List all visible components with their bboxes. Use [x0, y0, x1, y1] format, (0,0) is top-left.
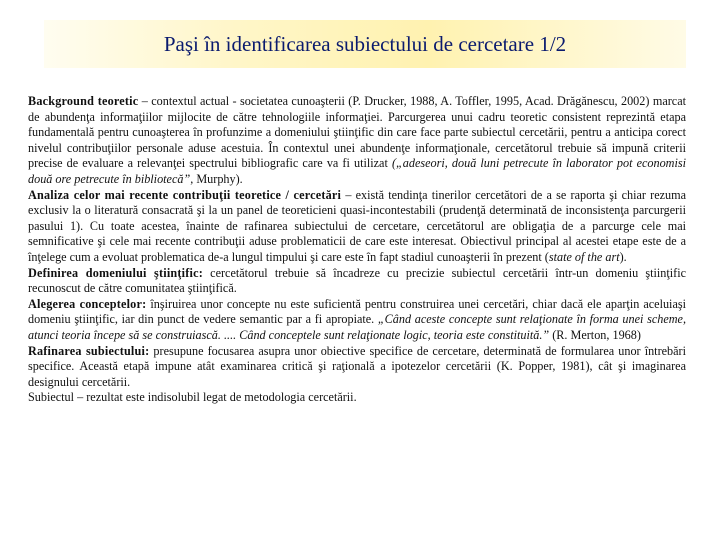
paragraph-analysis — [28, 188, 686, 266]
paragraph-body: cercetătorul trebuie să încadreze cu precizie subiectul cercetării într-un domeniu ştiinţific recunoscut de către comunitatea ştiinţifică. — [28, 265, 687, 296]
paragraph-tail: ). — [619, 249, 627, 264]
paragraph-domain — [28, 266, 686, 297]
paragraph-body: – există tendinţa tinerilor cercetători de a se raporta şi chiar rezuma exclusiv la o literatură consacrată şi la un panel de teoreticieni quasi-incontestabili (prudenţă determinată de inconsistenţa parcurgerii pasului 1). Cu toate acestea, înainte de rafinarea subiectului de cercetare, cercetătorul are obligaţia de a parcurge cele mai semnificative şi cele mai recente contribuţii aduse problematicii de care este interesat. Obiectivul principal al acestei etape este de a înţelege cum a evoluat problematica de-a lungul timpului şi care este în fapt stadiul cunoaşterii în prezent ( — [28, 187, 687, 264]
slide-body — [28, 94, 686, 406]
paragraph-body: înşiruirea unor concepte nu este suficientă pentru construirea unei cercetări, chiar dacă ele aparţin aceluiaşi domeniu ştiinţific, iar din punct de vedere semantic par a fi apropiate. — [28, 296, 686, 327]
paragraph-concepts — [28, 297, 686, 344]
paragraph-refinement — [28, 344, 686, 391]
paragraph-body: presupune focusarea asupra unor obiective specifice de cercetare, determinată de formularea unor întrebări specifice. Această etapă impune atât examinarea critică şi raţională a ipotezelor cercetării (K. Popper, 1981), cât şi imaginarea designului cercetării. — [28, 343, 686, 389]
paragraph-quote: „Când aceste concepte sunt relaţionate în forma unei scheme, atunci teoria începe să se construiască. .... Când conceptele sunt relaţionate logic, teoria este constituită.” — [28, 312, 686, 342]
paragraph-conclusion — [28, 390, 686, 406]
paragraph-quote: („adeseori, două luni petrecute în laborator pot economisi două ore petrecute în bibliotecă” — [28, 156, 686, 186]
paragraph-heading: Analiza celor mai recente contribuţii teoretice / cercetări — [28, 187, 342, 202]
title-band — [44, 20, 686, 68]
paragraph-heading: Alegerea conceptelor: — [28, 296, 147, 311]
paragraph-body: Subiectul – rezultat este indisolubil legat de metodologia cercetării. — [28, 390, 357, 405]
paragraph-heading: Rafinarea subiectului: — [28, 343, 150, 358]
paragraph-quote: state of the art — [548, 249, 620, 264]
paragraph-heading: Definirea domeniului ştiinţific: — [28, 265, 203, 280]
paragraph-body: – contextul actual - societatea cunoaşterii (P. Drucker, 1988, A. Toffler, 1995, Acad. Drăgănescu, 2002) marcat de abundenţa informaţiilor mijlocite de către tehnologiile informaţiei. Parcurgerea unui cadru teoretic consistent reprezintă etapa fundamentală pentru cunoaşterea în profunzime a domeniului ştiinţific din care face parte subiectul cercetării, pentru a anticipa corect nivelul contribuţiilor personale aduse acestuia. În contextul unei abundenţe informaţionale, cercetătorul trebuie să impună criterii precise de evaluare a relevanţei spectrului bibliografic care va fi utilizat — [28, 94, 686, 171]
slide-title: Paşi în identificarea subiectului de cercetare 1/2 — [163, 31, 567, 56]
paragraph-background — [28, 94, 686, 188]
paragraph-tail: (R. Merton, 1968) — [549, 327, 641, 342]
paragraph-heading: Background teoretic — [28, 94, 139, 108]
paragraph-tail: , Murphy). — [190, 171, 243, 186]
